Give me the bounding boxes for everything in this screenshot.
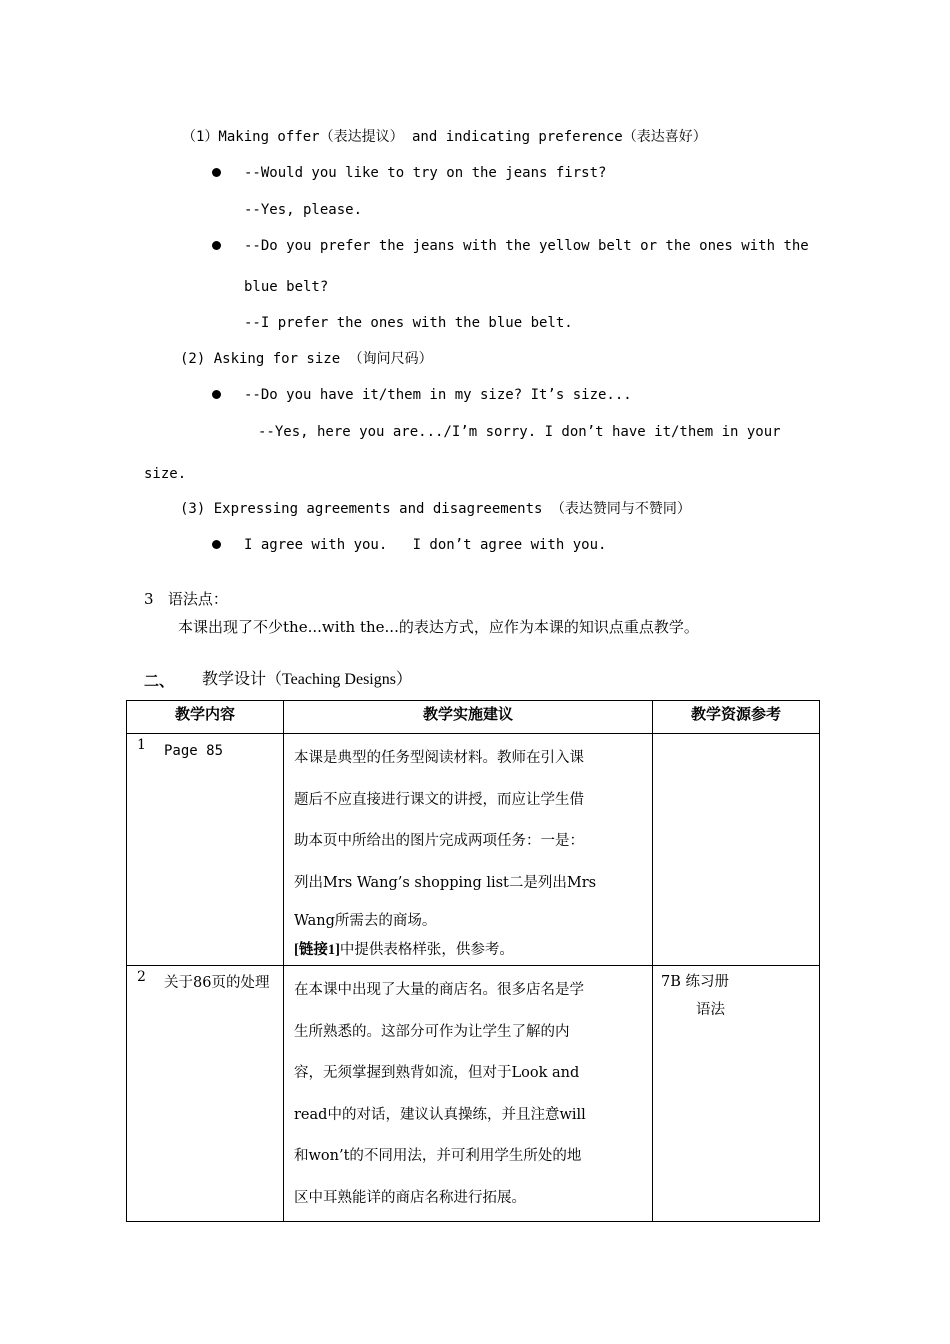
bullet-icon xyxy=(212,241,221,250)
column-header-content: 教学内容 xyxy=(127,701,284,734)
bullet-icon xyxy=(212,390,221,399)
suggestion-line: read中的对话，建议认真操练，并且注意will xyxy=(294,1106,586,1123)
link-label[interactable]: [链接1] xyxy=(294,942,340,958)
dialogue-line: I agree with you. I don’t agree with you. xyxy=(244,537,607,553)
bullet-icon xyxy=(212,168,221,177)
dialogue-line: --I prefer the ones with the blue belt. xyxy=(244,315,573,331)
suggestion-line: 题后不应直接进行课文的讲授，而应让学生借 xyxy=(294,791,584,808)
grammar-text: 本课出现了不少the...with the...的表达方式，应作为本课的知识点重点教学。 xyxy=(178,618,699,636)
design-heading-title: 教学设计（Teaching Designs） xyxy=(202,671,412,688)
dialogue-line: size. xyxy=(144,466,187,482)
suggestion-line: 在本课中出现了大量的商店名。很多店名是学 xyxy=(294,982,584,998)
content-cell xyxy=(127,734,284,966)
resource-cell xyxy=(653,966,820,1222)
column-header-resource: 教学资源参考 xyxy=(653,701,820,734)
row-topic: Page 85 xyxy=(164,743,224,759)
function-2-label: (2) Asking for size （询问尺码） xyxy=(180,351,433,367)
resource-cell xyxy=(653,734,820,966)
suggestion-line: 本课是典型的任务型阅读材料。教师在引入课 xyxy=(294,750,584,766)
dialogue-line: blue belt? xyxy=(244,279,329,295)
row-topic: 关于86页的处理 xyxy=(164,975,270,991)
suggestion-line: Wang所需去的商场。 xyxy=(294,913,437,929)
design-heading-number: 二、 xyxy=(144,672,175,690)
dialogue-line: --Yes, please. xyxy=(244,202,363,218)
grammar-heading: 3 语法点： xyxy=(144,590,228,608)
dialogue-line: --Do you prefer the jeans with the yellow belt or the ones with the xyxy=(244,238,809,254)
suggestion-text xyxy=(284,734,652,964)
table-header-row xyxy=(127,701,820,734)
function-3-label: (3) Expressing agreements and disagreements （表达赞同与不赞同） xyxy=(180,501,691,517)
link-note xyxy=(294,938,644,962)
suggestion-line: 生所熟悉的。这部分可作为让学生了解的内 xyxy=(294,1023,570,1040)
suggestion-line: 和won’t的不同用法，并可利用学生所处的地 xyxy=(294,1148,582,1164)
suggestion-line: 列出Mrs Wang’s shopping list二是列出Mrs xyxy=(294,874,597,891)
suggestion-line: 容，无须掌握到熟背如流，但对于Look and xyxy=(294,1065,580,1081)
suggestion-cell xyxy=(284,966,653,1222)
suggestion-cell xyxy=(284,734,653,966)
teaching-design-table xyxy=(126,700,820,1222)
dialogue-line: --Would you like to try on the jeans first? xyxy=(244,165,607,181)
bullet-icon xyxy=(212,540,221,549)
link-note-text: 中提供表格样张，供参考。 xyxy=(339,942,514,958)
suggestion-line: 助本页中所给出的图片完成两项任务：一是： xyxy=(294,833,584,849)
function-1-label: （1）Making offer（表达提议） and indicating preference（表达喜好） xyxy=(182,129,707,145)
content-cell xyxy=(127,966,284,1222)
table-row xyxy=(127,734,820,966)
suggestion-line: 区中耳熟能详的商店名称进行拓展。 xyxy=(294,1189,526,1206)
row-number: 1 xyxy=(137,737,146,753)
dialogue-line: --Yes, here you are.../I’m sorry. I don’t have it/them in your xyxy=(258,424,781,440)
dialogue-line: --Do you have it/them in my size? It’s size... xyxy=(244,387,632,403)
suggestion-text xyxy=(284,966,652,1221)
column-header-suggestion: 教学实施建议 xyxy=(284,701,653,734)
row-number: 2 xyxy=(137,969,146,985)
resource-line: 语法 xyxy=(696,1002,725,1018)
table-row xyxy=(127,966,820,1222)
resource-line: 7B 练习册 xyxy=(661,974,729,990)
